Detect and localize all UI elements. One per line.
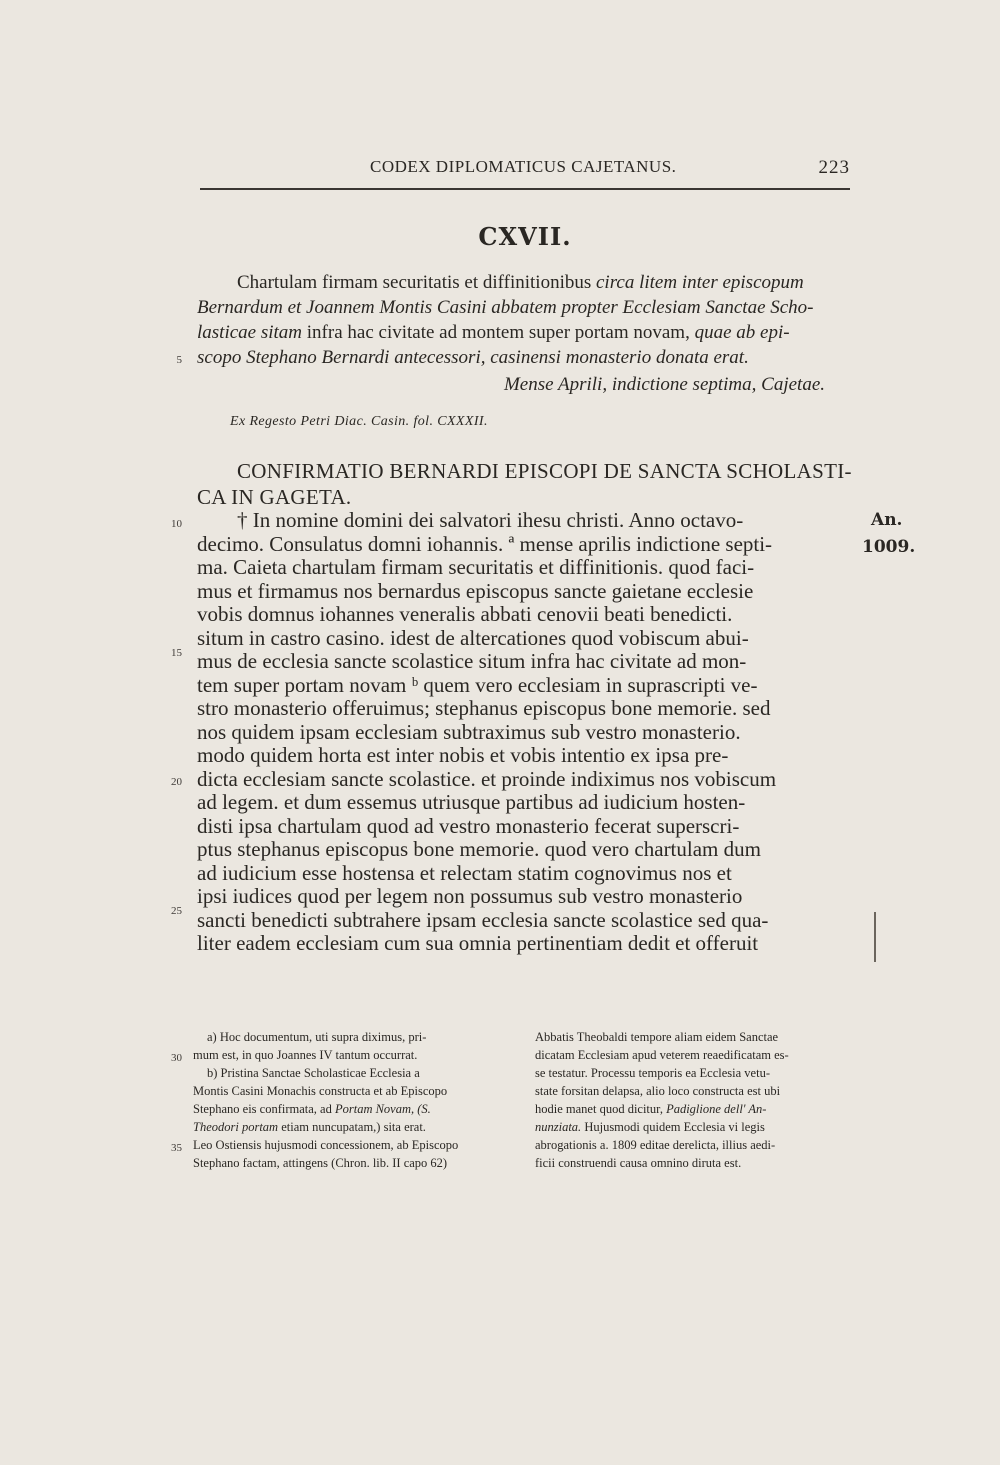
charter-text (197, 509, 847, 956)
text-line: vobis domnus iohannes veneralis abbati cenovii beati benedicti. (197, 602, 733, 626)
header-rule (200, 188, 850, 190)
footnote-line: Theodori portam etiam nuncupatam,) sita erat. (193, 1120, 426, 1134)
footnote-line: a) Hoc documentum, uti supra diximus, pri- (207, 1030, 427, 1044)
date-line: Mense Aprili, indictione septima, Cajetae. (503, 374, 825, 395)
heading-line: CONFIRMATIO BERNARDI EPISCOPI DE SANCTA SCHOLASTI- (237, 459, 852, 483)
regest-summary (197, 270, 847, 370)
text-line: ad legem. et dum essemus utriusque partibus ad iudicium hosten- (197, 790, 746, 814)
page-number: 223 (818, 157, 850, 178)
footnote-line: ficii construendi causa omnino diruta est. (535, 1156, 742, 1170)
line-number: 5 (176, 354, 182, 366)
text-line: † In nomine domini dei salvatori ihesu christi. Anno octavo- (237, 508, 744, 532)
footnote-line: dicatam Ecclesiam apud veterem reaedificatam es- (535, 1048, 789, 1062)
footnote-line: nunziata. Hujusmodi quidem Ecclesia vi legis (535, 1120, 765, 1134)
footnote-line: Stephano eis confirmata, ad Portam Novam, (S. (193, 1102, 431, 1116)
running-head (200, 157, 850, 183)
regest-line: Bernardum et Joannem Montis Casini abbatem propter Ecclesiam Sanctae Scho- (197, 297, 814, 318)
text-line: decimo. Consulatus domni iohannis. ª mense aprilis indictione septi- (197, 531, 773, 556)
text-line: ad iudicium esse hostensa et relectam statim cognovimus nos et (197, 860, 732, 885)
text-line: disti ipsa chartulam quod ad vestro monasterio fecerat superscri- (197, 813, 740, 838)
text-line: dicta ecclesiam sancte scolastice. et proinde indiximus nos vobiscum (197, 766, 777, 791)
text-line: stro monasterio offeruimus; stephanus episcopus bone memorie. sed (197, 696, 771, 720)
footnote-line: se testatur. Processu temporis ea Ecclesia vetu- (535, 1066, 770, 1080)
footnote-line: Montis Casini Monachis constructa et ab Episcopo (193, 1084, 448, 1098)
regest-line: lasticae sitam infra hac civitate ad montem super portam novam, quae ab epi- (197, 322, 790, 343)
text-line: situm in castro casino. idest de altercationes quod vobiscum abui- (197, 625, 749, 650)
regest-line: Chartulam firmam securitatis et diffinitionibus circa litem inter episcopum (237, 272, 804, 293)
line-number: 20 (171, 776, 182, 788)
footnotes-right-column (535, 1028, 845, 1172)
line-number: 25 (171, 905, 182, 917)
document-heading (197, 458, 852, 510)
footnote-line: b) Pristina Sanctae Scholasticae Ecclesia a (207, 1066, 420, 1080)
margin-year-label: An. (871, 510, 903, 530)
footnote-line: Abbatis Theobaldi tempore aliam eidem Sanctae (535, 1030, 779, 1044)
margin-mark (874, 912, 876, 962)
footnote-line: Stephano factam, attingens (Chron. lib. II capo 62) (193, 1156, 448, 1170)
text-line: tem super portam novam ᵇ quem vero ecclesiam in suprascripti ve- (197, 672, 758, 697)
margin-year-value: 1009. (862, 537, 916, 557)
line-number: 10 (171, 518, 182, 530)
regest-line: scopo Stephano Bernardi antecessori, casinensi monasterio donata erat. (197, 347, 749, 368)
footnote-line: mum est, in quo Joannes IV tantum occurrat. (193, 1048, 418, 1062)
footnote-line: abrogationis a. 1809 editae derelicta, illius aedi- (535, 1138, 776, 1152)
text-line: nos quidem ipsam ecclesiam subtraximus sub vestro monasterio. (197, 719, 741, 744)
text-line: liter eadem ecclesiam cum sua omnia pertinentiam dedit et offeruit (197, 931, 759, 955)
text-line: mus et firmamus nos bernardus episcopus sancte gaietane ecclesie (197, 578, 754, 603)
footnote-line: Leo Ostiensis hujusmodi concessionem, ab Episcopo (193, 1138, 459, 1152)
line-number: 15 (171, 647, 182, 659)
text-line: ipsi iudices quod per legem non possumus sub vestro monasterio (197, 884, 743, 908)
footnote-line: hodie manet quod dicitur, Padiglione dell' An- (535, 1102, 767, 1116)
running-title: CODEX DIPLOMATICUS CAJETANUS. (370, 157, 677, 176)
text-line: mus de ecclesia sancte scolastice situm infra hac civitate ad mon- (197, 649, 747, 673)
footnote-line: state forsitan delapsa, alio loco constructa est ubi (535, 1084, 781, 1098)
line-number: 35 (171, 1142, 182, 1154)
footnotes-left-column (193, 1028, 508, 1172)
source-citation: Ex Regesto Petri Diac. Casin. fol. CXXXII. (230, 414, 488, 429)
text-line: sancti benedicti subtrahere ipsam ecclesia sancte scolastice sed qua- (197, 907, 769, 932)
text-line: ptus stephanus episcopus bone memorie. quod vero chartulam dum (197, 837, 761, 861)
heading-line: CA IN GAGETA. (197, 485, 352, 509)
document-number: CXVII. (478, 222, 572, 251)
text-line: ma. Caieta chartulam firmam securitatis et diffinitionis. quod faci- (197, 555, 755, 579)
line-number: 30 (171, 1052, 182, 1064)
text-line: modo quidem horta est inter nobis et vobis intentio ex ipsa pre- (197, 743, 729, 767)
